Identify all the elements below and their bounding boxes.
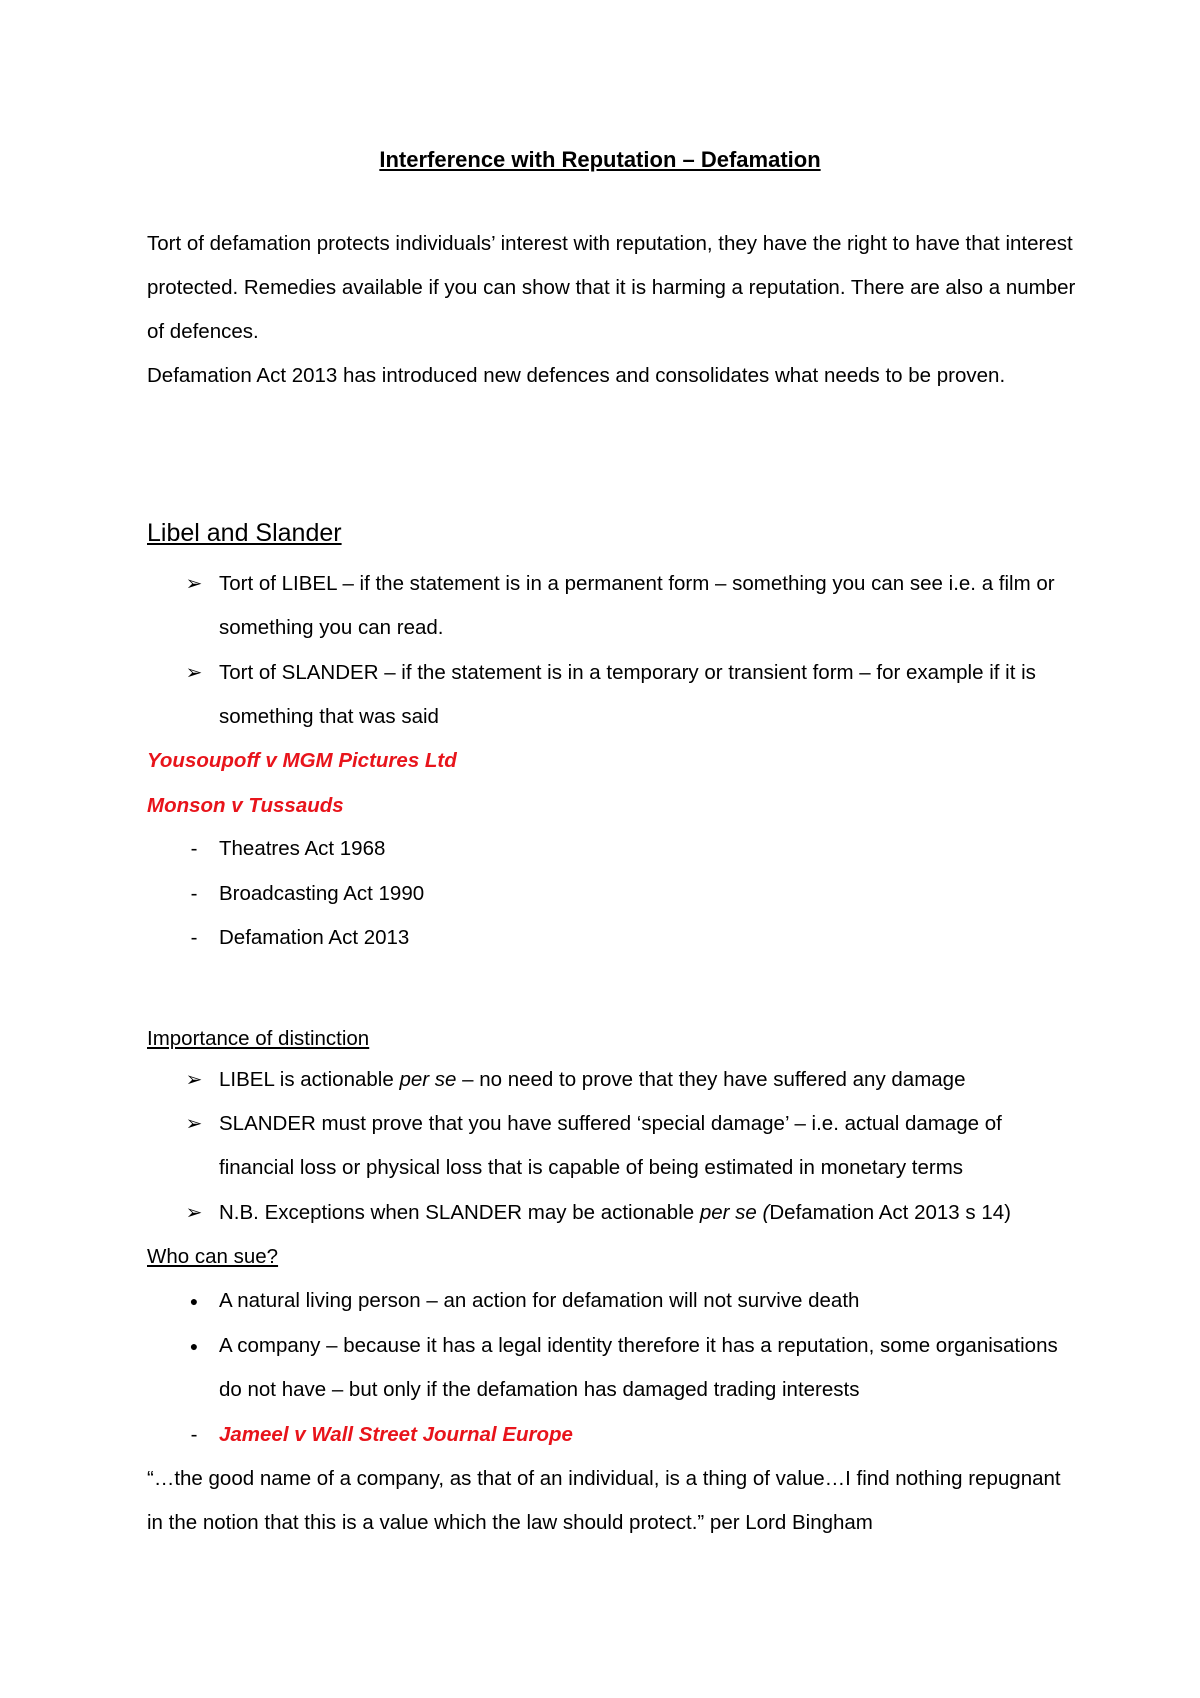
act-item: Theatres Act 1968	[219, 837, 386, 860]
slander-point: Tort of SLANDER – if the statement is in a temporary or transient form – for example if it is something that was said	[219, 661, 1036, 728]
list-item	[147, 916, 1077, 960]
bullet-dot-icon: ●	[189, 1293, 199, 1309]
list-item	[147, 1102, 1077, 1190]
arrow-bullet-icon: ➢	[185, 1202, 203, 1224]
list-item	[147, 651, 1077, 739]
slander-special-damage-point: SLANDER must prove that you have suffered ‘special damage’ – i.e. actual damage of financial loss or physical loss that is capable of being estimated in monetary terms	[219, 1112, 1002, 1179]
dash-bullet: -	[190, 926, 198, 949]
libel-actionable-point: LIBEL is actionable per se – no need to prove that they have suffered any damage	[219, 1068, 966, 1091]
dash-bullet: -	[190, 1423, 198, 1446]
list-item	[147, 1413, 1077, 1457]
case-yousoupoff: Yousoupoff v MGM Pictures Ltd	[147, 749, 457, 772]
document-title: Interference with Reputation – Defamation	[379, 147, 821, 172]
intro-paragraph-2: Defamation Act 2013 has introduced new defences and consolidates what needs to be proven.	[147, 364, 1006, 387]
libel-point: Tort of LIBEL – if the statement is in a permanent form – something you can see i.e. a film or something you can read.	[219, 572, 1055, 639]
natural-person-point: A natural living person – an action for defamation will not survive death	[219, 1289, 860, 1312]
bullet-dot-icon: ●	[189, 1338, 199, 1354]
list-item	[147, 1279, 1077, 1323]
libel-slander-heading: Libel and Slander	[147, 519, 342, 547]
who-can-sue-heading: Who can sue?	[147, 1245, 279, 1268]
exceptions-point: N.B. Exceptions when SLANDER may be actionable per se (Defamation Act 2013 s 14)	[219, 1201, 1011, 1224]
arrow-bullet-icon: ➢	[185, 662, 203, 684]
case-monson: Monson v Tussauds	[147, 794, 344, 817]
list-item	[147, 562, 1077, 650]
list-item	[147, 872, 1077, 916]
intro-paragraph-1: Tort of defamation protects individuals’ interest with reputation, they have the right to have that interest protected. Remedies available if you can show that it is harming a reputation. There are also a number of defences.	[147, 232, 1076, 343]
list-item	[147, 1058, 1077, 1102]
dash-bullet: -	[190, 882, 198, 905]
list-item	[147, 827, 1077, 871]
arrow-bullet-icon: ➢	[185, 1113, 203, 1135]
list-item	[147, 1191, 1077, 1235]
act-item: Defamation Act 2013	[219, 926, 410, 949]
bingham-quote: “…the good name of a company, as that of an individual, is a thing of value…I find nothing repugnant in the notion that this is a value which the law should protect.” per Lord Bingham	[147, 1467, 1061, 1534]
company-point: A company – because it has a legal identity therefore it has a reputation, some organisations do not have – but only if the defamation has damaged trading interests	[219, 1334, 1058, 1401]
arrow-bullet-icon: ➢	[185, 573, 203, 595]
list-item	[147, 1324, 1077, 1412]
arrow-bullet-icon: ➢	[185, 1069, 203, 1091]
act-item: Broadcasting Act 1990	[219, 882, 425, 905]
case-jameel: Jameel v Wall Street Journal Europe	[219, 1423, 573, 1446]
dash-bullet: -	[190, 837, 198, 860]
importance-heading: Importance of distinction	[147, 1027, 370, 1050]
